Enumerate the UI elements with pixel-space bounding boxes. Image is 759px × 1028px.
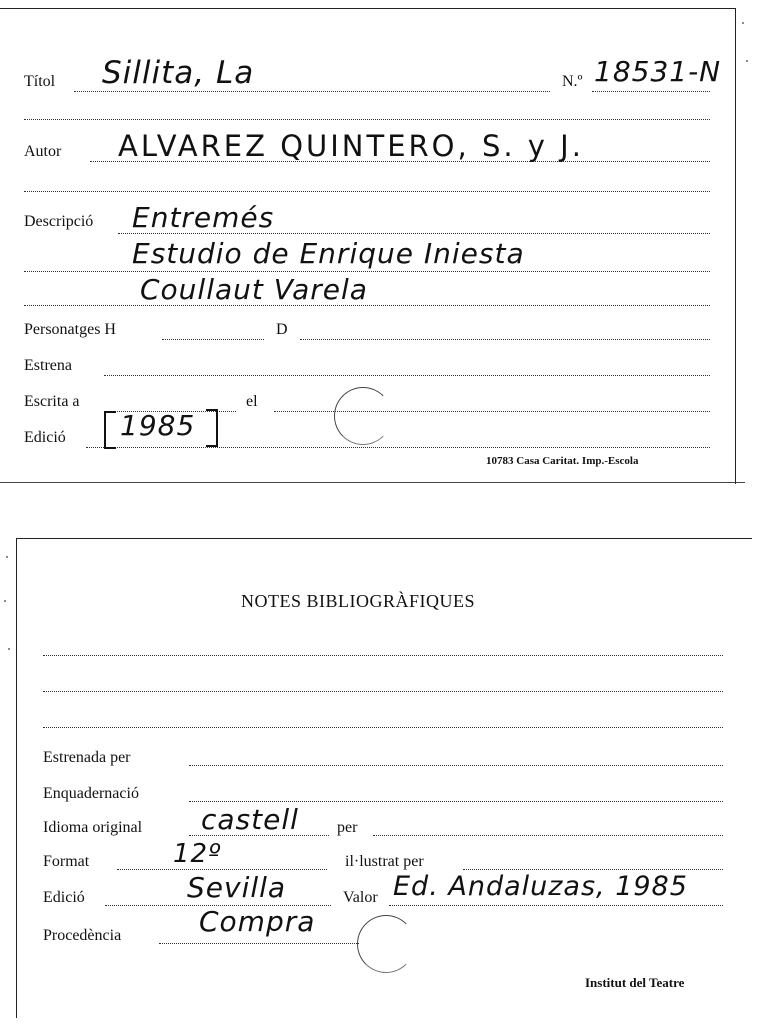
autor-extra-line	[24, 191, 710, 192]
enquadernacio-line	[189, 801, 723, 802]
numero-line	[592, 91, 710, 92]
descripcio-line-2	[24, 271, 710, 272]
scan-speck	[4, 600, 6, 602]
titol-value: Sillita, La	[102, 55, 255, 91]
autor-value: ALVAREZ QUINTERO, S. y J.	[118, 129, 584, 163]
format-label: Format	[43, 853, 90, 870]
procedencia-label: Procedència	[43, 927, 122, 944]
enquadernacio-label: Enquadernació	[43, 785, 139, 802]
edicio-value: 1985	[120, 409, 196, 442]
per-line	[373, 835, 723, 836]
institution-name: Institut del Teatre	[585, 975, 685, 990]
descripcio-label: Descripció	[24, 213, 94, 230]
format-line	[117, 869, 327, 870]
titol-label: Títol	[24, 73, 56, 90]
printer-imprint: 10783 Casa Caritat. Imp.-Escola	[486, 455, 639, 467]
notes-line-1	[43, 655, 723, 656]
notes-line-2	[43, 691, 723, 692]
personatges-d-line	[300, 339, 710, 340]
punch-hole	[334, 387, 392, 445]
descripcio-value-1: Entremés	[132, 201, 275, 234]
estrena-label: Estrena	[24, 357, 72, 374]
idioma-label: Idioma original	[43, 819, 143, 836]
card-front-edge	[0, 482, 745, 483]
personatges-d-label: D	[276, 321, 288, 338]
valor-label: Valor	[343, 889, 378, 906]
idioma-value: castell	[201, 803, 299, 836]
notes-heading: NOTES BIBLIOGRÀFIQUES	[241, 591, 476, 611]
escrita-label: Escrita a	[24, 393, 80, 410]
autor-label: Autor	[24, 143, 62, 160]
descripcio-value-3: Coullaut Varela	[140, 273, 368, 306]
illustrat-line	[463, 869, 723, 870]
personatges-label: Personatges H	[24, 321, 116, 338]
notes-line-3	[43, 727, 723, 728]
format-value: 12º	[173, 839, 222, 869]
catalog-card-front	[0, 8, 736, 484]
edicio-line	[86, 447, 710, 448]
titol-extra-line	[24, 119, 710, 120]
scan-speck	[746, 60, 748, 62]
edicio-back-label: Edició	[43, 889, 85, 906]
numero-label: N.º	[562, 73, 583, 90]
personatges-h-line	[162, 339, 264, 340]
illustrat-label: il·lustrat per	[345, 853, 424, 870]
edicio-label: Edició	[24, 429, 66, 446]
estrena-line	[104, 375, 710, 376]
descripcio-value-2: Estudio de Enrique Iniesta	[132, 237, 525, 270]
catalog-card-back	[16, 538, 752, 1018]
estrenada-label: Estrenada per	[43, 749, 131, 766]
edicio-back-value: Sevilla	[187, 871, 287, 904]
estrenada-line	[189, 765, 723, 766]
punch-hole	[357, 915, 415, 973]
scan-speck	[6, 556, 8, 558]
valor-line	[389, 905, 723, 906]
per-label: per	[337, 819, 358, 836]
scan-speck	[742, 22, 744, 24]
edicio-bracket-right	[206, 409, 218, 447]
procedencia-value: Compra	[199, 905, 316, 938]
titol-line	[74, 91, 550, 92]
escrita-el-label: el	[246, 393, 258, 410]
procedencia-line	[159, 943, 359, 944]
scan-speck	[8, 648, 10, 650]
edicio-bracket-left	[104, 411, 116, 449]
numero-value: 18531-N	[594, 55, 722, 88]
valor-value: Ed. Andaluzas, 1985	[393, 871, 688, 902]
